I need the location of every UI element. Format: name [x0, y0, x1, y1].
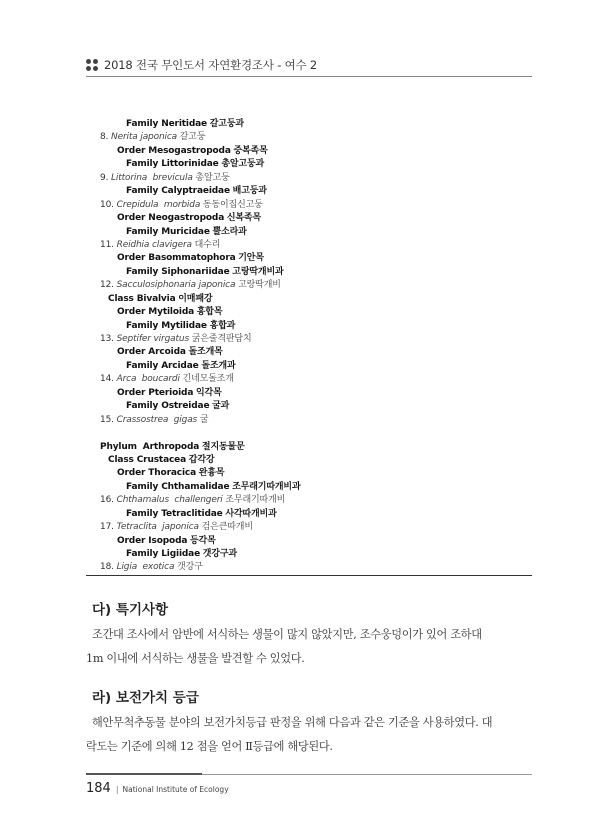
species-scientific-name: Tetraclita japonica	[116, 522, 199, 533]
taxon-class	[86, 293, 532, 306]
family-korean-name: 뿔소라과	[212, 226, 247, 237]
family-name: Family Ligiidae	[126, 549, 201, 559]
taxon-family	[86, 266, 532, 279]
order-name: Order Mesogastropoda	[117, 145, 231, 156]
order-korean-name: 홍합목	[196, 307, 223, 318]
family-korean-name: 총알고둥과	[221, 159, 265, 170]
family-name: Family Neritidae	[126, 119, 208, 129]
footer-separator: |	[115, 785, 119, 794]
taxon-family	[86, 118, 532, 131]
species-number: 17.	[100, 522, 114, 533]
paragraph-notes-line1: 조간대 조사에서 암반에 서식하는 생물이 많지 않았지만, 조수웅덩이가 있어 조하대	[92, 628, 482, 641]
family-korean-name: 고랑딱개비과	[232, 266, 284, 277]
order-name: Order Thoracica	[117, 468, 197, 479]
order-korean-name: 등각목	[190, 535, 216, 546]
taxon-family	[86, 548, 532, 561]
page-footer	[86, 781, 229, 796]
taxon-species	[86, 373, 532, 386]
taxon-order	[86, 252, 532, 265]
taxon-species	[86, 494, 532, 507]
taxon-order	[86, 145, 532, 158]
family-korean-name: 홍합과	[209, 320, 236, 331]
taxon-species	[86, 561, 532, 574]
species-number: 12.	[100, 280, 114, 291]
species-korean-name: 굵은줄격판담치	[191, 334, 252, 344]
order-name: Order Isopoda	[117, 535, 188, 546]
species-number: 18.	[100, 562, 114, 573]
family-korean-name: 사각따개비과	[225, 508, 277, 519]
family-name: Family Muricidae	[126, 226, 210, 237]
order-name: Order Mytiloida	[117, 307, 195, 318]
taxon-order	[86, 387, 532, 400]
list-gap	[86, 427, 532, 440]
species-korean-name: 긴네모돌조개	[182, 374, 234, 385]
species-number: 16.	[100, 495, 114, 506]
family-name: Family Ostreidae	[126, 401, 210, 412]
family-korean-name: 배고둥과	[232, 186, 267, 197]
section-title-notes: 다) 특기사항	[92, 602, 169, 618]
species-scientific-name: Ligia exotica	[116, 562, 175, 573]
species-number: 14.	[100, 374, 114, 385]
header-dots-icon	[86, 59, 98, 71]
taxon-species	[86, 172, 532, 185]
page-number: 184	[86, 781, 111, 796]
species-korean-name: 조무래기따개비	[225, 495, 286, 506]
taxon-species	[86, 414, 532, 427]
taxon-family	[86, 508, 532, 521]
family-name: Family Mytilidae	[126, 320, 207, 331]
family-korean-name: 굴과	[212, 401, 230, 412]
species-scientific-name: Arca boucardi	[116, 374, 180, 385]
taxon-order	[86, 212, 532, 225]
taxon-species	[86, 239, 532, 252]
taxon-phylum	[86, 441, 532, 454]
footer-divider-accent	[86, 773, 202, 775]
header-divider	[86, 76, 532, 77]
taxon-order	[86, 535, 532, 548]
family-name: Family Siphonariidae	[126, 266, 230, 277]
section-title-conservation: 라) 보전가치 등급	[92, 690, 199, 706]
species-number: 15.	[100, 414, 114, 425]
species-number: 13.	[100, 334, 114, 344]
family-name: Family Tetraclitidae	[126, 508, 223, 519]
species-scientific-name: Reidhia clavigera	[116, 239, 192, 250]
list-end-divider	[86, 575, 532, 576]
species-korean-name: 총알고둥	[195, 172, 230, 183]
family-korean-name: 돌조개과	[201, 360, 236, 371]
species-korean-name: 갯강구	[177, 562, 203, 573]
species-scientific-name: Nerita japonica	[111, 132, 178, 143]
taxon-family	[86, 158, 532, 171]
taxon-family	[86, 360, 532, 373]
taxon-class	[86, 454, 532, 467]
species-korean-name: 갈고둥	[179, 132, 206, 143]
taxon-family	[86, 226, 532, 239]
class-korean-name: 갑각강	[188, 454, 215, 465]
order-korean-name: 돌조개목	[188, 347, 223, 358]
taxon-order	[86, 346, 532, 359]
species-scientific-name: Septifer virgatus	[116, 334, 189, 344]
order-name: Order Neogastropoda	[117, 213, 225, 224]
order-korean-name: 중복족목	[233, 145, 268, 156]
species-scientific-name: Chthamalus challengeri	[116, 495, 223, 506]
order-korean-name: 신복족목	[226, 213, 262, 224]
species-korean-name: 검은큰따개비	[201, 522, 253, 533]
taxon-family	[86, 185, 532, 198]
family-name: Family Calyptraeidae	[126, 186, 230, 197]
paragraph-conservation-line2: 락도는 기준에 의해 12 점을 얻어 Ⅱ등급에 해당된다.	[86, 740, 333, 753]
family-name: Family Littorinidae	[126, 159, 219, 170]
species-korean-name: 고랑딱개비	[238, 280, 281, 291]
species-korean-name: 대수리	[194, 239, 221, 250]
running-header	[86, 56, 532, 74]
class-korean-name: 이매패강	[178, 293, 213, 304]
header-title: 2018 전국 무인도서 자연환경조사 - 여수 2	[104, 58, 317, 72]
footer-institute: National Institute of Ecology	[122, 785, 229, 794]
paragraph-notes-line2: 1m 이내에 서식하는 생물을 발견할 수 있었다.	[86, 652, 305, 665]
species-number: 9.	[100, 172, 109, 183]
taxon-order	[86, 467, 532, 480]
phylum-korean-name: 절지동물문	[201, 441, 245, 452]
order-name: Order Basommatophora	[117, 253, 236, 264]
order-name: Order Pterioida	[117, 387, 194, 398]
family-name: Family Arcidae	[126, 360, 199, 371]
taxon-family	[86, 320, 532, 333]
family-name: Family Chthamalidae	[126, 481, 230, 492]
taxon-species	[86, 131, 532, 144]
species-number: 10.	[100, 199, 114, 210]
family-korean-name: 갯강구과	[202, 549, 237, 559]
taxon-family	[86, 481, 532, 494]
paragraph-conservation	[86, 711, 534, 759]
species-scientific-name: Crassostrea gigas	[116, 414, 198, 425]
taxa-list	[86, 118, 532, 575]
taxon-order	[86, 306, 532, 319]
phylum-name: Phylum Arthropoda	[100, 441, 200, 452]
species-korean-name: 굴	[199, 414, 209, 425]
family-korean-name: 갈고둥과	[209, 119, 244, 129]
taxon-species	[86, 279, 532, 292]
taxon-species	[86, 199, 532, 212]
footer-divider	[202, 774, 532, 775]
paragraph-notes	[86, 623, 534, 671]
species-korean-name: 동동이집신고둥	[202, 199, 263, 210]
species-scientific-name: Littorina brevicula	[111, 172, 193, 183]
taxon-species	[86, 521, 532, 534]
taxon-family	[86, 400, 532, 413]
species-number: 11.	[100, 239, 114, 250]
species-scientific-name: Crepidula morbida	[116, 199, 201, 210]
taxon-species	[86, 333, 532, 346]
order-korean-name: 완흉목	[198, 468, 225, 479]
class-name: Class Crustacea	[108, 454, 187, 465]
order-korean-name: 익각목	[196, 387, 222, 398]
species-number: 8.	[100, 132, 109, 143]
family-korean-name: 조무래기따개비과	[232, 481, 301, 492]
order-korean-name: 기안목	[238, 253, 264, 264]
paragraph-conservation-line1: 해안무척추동물 분야의 보전가치등급 판정을 위해 다음과 같은 기준을 사용하였다. 대	[92, 716, 493, 729]
order-name: Order Arcoida	[117, 347, 186, 358]
species-scientific-name: Sacculosiphonaria japonica	[116, 280, 236, 291]
class-name: Class Bivalvia	[108, 293, 176, 304]
